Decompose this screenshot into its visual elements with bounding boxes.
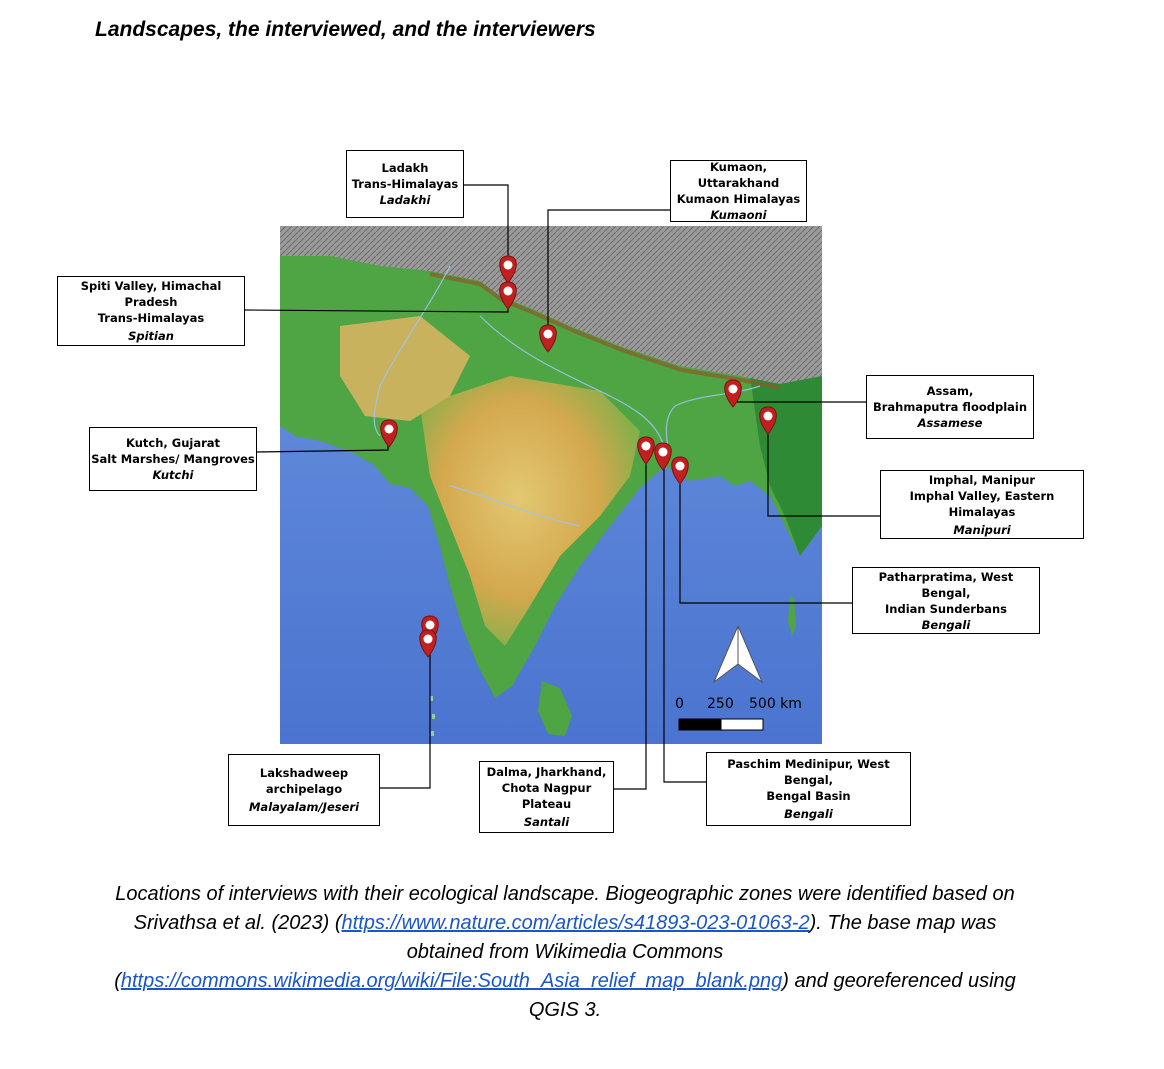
north-arrow-icon [714,626,762,682]
label-dalma-zone: Chota Nagpur Plateau [501,781,592,811]
leader-line-dalma [613,455,646,789]
leader-line-ladakh [464,185,508,266]
label-paschim-zone: Bengal Basin [766,789,851,803]
label-patharpratima-place: Patharpratima, West Bengal, [878,569,1014,600]
label-lakshadweep [228,754,380,826]
pin-imphal [760,407,777,434]
label-assam [866,375,1034,439]
label-lakshadweep-language: Malayalam/Jeseri [248,800,360,814]
pin-kumaon [540,325,557,352]
pin-assam [725,380,742,407]
label-assam-zone: Brahmaputra floodplain [872,400,1028,414]
pin-kutch [381,420,398,447]
caption-text-1: Locations of interviews with their ecological landscape. Biogeographic zones were identified based on Srivathsa et al. (2023) ( [115,883,1015,934]
pin-patharpratima [672,457,689,484]
label-kumaon-zone: Kumaon Himalayas [676,192,801,206]
label-paschim-language: Bengali [784,807,833,821]
leader-line-patharpratima [680,468,852,603]
scale-tick-0: 0 [675,696,684,712]
label-assam-language: Assamese [917,416,983,430]
figure-caption [95,880,1035,1025]
label-kutch-language: Kutchi [152,468,194,482]
leader-line-lakshadweep [380,652,430,788]
label-dalma-place: Dalma, Jharkhand, [486,765,607,779]
scale-bar [675,696,802,730]
label-kumaon-place: Kumaon, Uttarakhand [697,160,780,190]
caption-link-nature[interactable]: https://www.nature.com/articles/s41893-023-01063-2 [341,912,810,934]
label-spiti-language: Spitian [128,329,174,343]
label-ladakh-language: Ladakhi [379,193,431,207]
label-kutch-place: Kutch, Gujarat [125,436,221,450]
pin-ladakh [500,256,517,283]
label-assam-place: Assam, [926,384,974,398]
figure-title: Landscapes, the interviewed, and the interviewers [95,18,596,41]
label-imphal-place: Imphal, Manipur [928,472,1036,487]
leader-line-kumaon [548,210,671,334]
label-spiti-place: Spiti Valley, Himachal Pradesh [80,279,222,309]
label-patharpratima-zone: Indian Sunderbans [885,601,1007,616]
pin-dalma [638,437,655,464]
label-imphal-language: Manipuri [953,522,1011,537]
pin-spiti [500,282,517,309]
caption-text-3: ) and georeferenced using QGIS 3. [528,970,1016,1021]
label-imphal [880,470,1084,539]
label-ladakh [346,150,464,218]
caption-link-wikimedia[interactable]: https://commons.wikimedia.org/wiki/File:South_Asia_relief_map_blank.png [120,970,783,992]
label-spiti [57,276,245,346]
label-dalma-language: Santali [523,815,570,829]
leader-line-imphal [768,421,880,516]
label-imphal-zone: Imphal Valley, Eastern Himalayas [909,488,1055,519]
label-lakshadweep-place: Lakshadweep archipelago [259,766,349,796]
label-kutch [89,427,257,491]
leader-line-assam [735,391,866,402]
label-kumaon [670,160,807,222]
caption-text-2: ). The base map was obtained from Wikimedia Commons ( [114,912,997,992]
label-patharpratima [852,567,1040,634]
label-spiti-zone: Trans-Himalayas [97,311,205,325]
label-ladakh-zone: Trans-Himalayas [351,177,459,191]
label-paschim-place: Paschim Medinipur, West Bengal, [727,757,890,787]
leader-line-spiti [244,293,508,312]
leader-line-kutch [256,433,388,452]
scale-tick-250: 250 [707,696,734,712]
label-ladakh-place: Ladakh [381,161,429,175]
label-kutch-zone: Salt Marshes/ Mangroves [91,452,255,466]
pin-paschim-medinipur [655,443,672,470]
label-patharpratima-language: Bengali [921,617,971,632]
scale-tick-500: 500 km [749,696,802,712]
label-kumaon-language: Kumaoni [710,208,767,222]
label-dalma [479,761,614,833]
pin-lakshadweep-2 [420,630,437,657]
leader-line-paschim [664,461,706,782]
label-paschim-medinipur [706,752,911,826]
